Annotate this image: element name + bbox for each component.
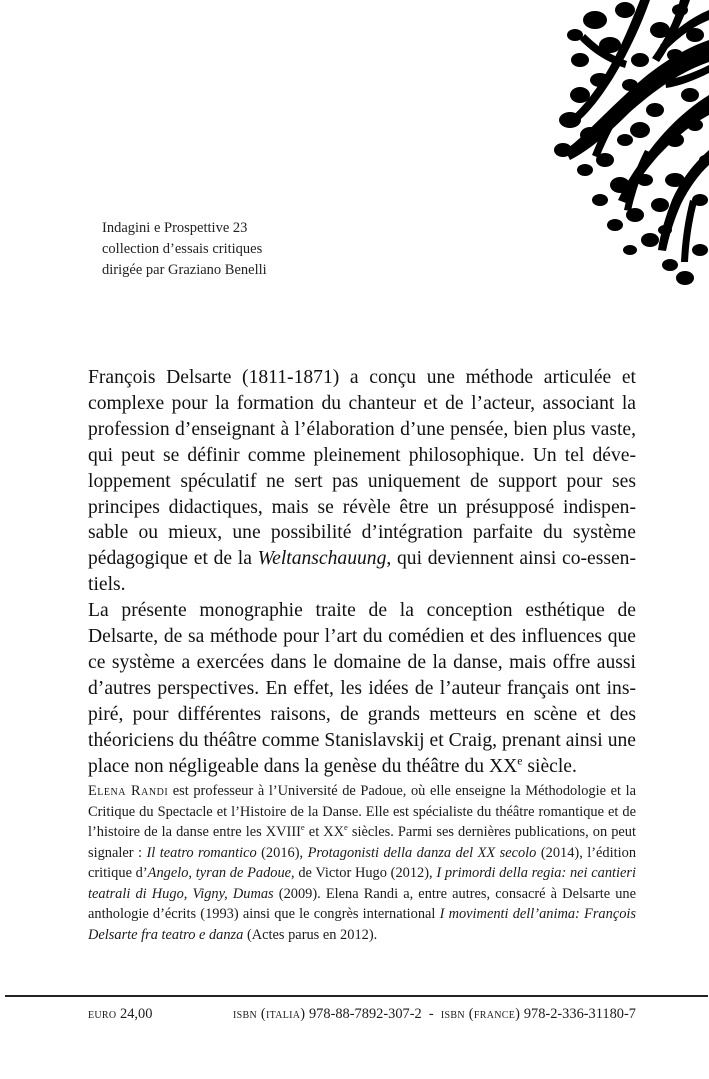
description-p2-text: La présente monographie traite de la conception esthétique de Delsarte, de sa méthode pour l’art du comédien et des influences que ce système a exercées dans le domaine de la danse, mais offre aussi d’autres perspectives. En effet, les idées de l’auteur français ont inspiré, pour différentes raisons, de grands metteurs en scène et des théoriciens du théâtre comme Stanislavskij et Craig, prenant ainsi une place non négligeable dans la genèse du théâtre du XX [88,600,636,777]
bio-text-1: est professeur à l’Université de Padoue, où elle enseigne la Méthodologie et la Critique du Spectacle et l’Histoire de la Danse. Elle est spécialiste du théâtre romantique et de l’histoire de la danse entre les XVIII [88,783,636,840]
description-p1-end: , qui deviennent ainsi co-essentiels. [88,548,636,596]
bio-text-7: (2009). Elena Randi a, entre autres, consacré à Delsarte une anthologie d’écrits (1993) ainsi que le congrès international [88,885,637,922]
bio-title-4: I primordi della regia: nei cantieri teatrali di Hugo, Vigny, Dumas [88,865,637,902]
description-p1-italic: Weltanschauung [257,548,387,570]
series-title: Indagini e Prospettive 23 [102,220,248,236]
bio-text-6: , de Victor Hugo (2012), [291,865,437,881]
isbn-block [233,1004,636,1024]
bio-title-3: Angelo, tyran de Padoue [147,865,292,881]
bio-text-5: (2014), l’édition critique d’ [88,844,637,881]
bio-text-3: siècles. Parmi ses dernières publications, on peut signaler : [88,824,636,861]
series-subtitle: collection d’essais critiques [102,241,263,257]
series-director: dirigée par Graziano Benelli [102,262,267,278]
description-paragraph-2 [88,598,636,779]
isbn-separator: - [421,1006,441,1022]
price [88,1004,152,1024]
price-value: 24,00 [116,1006,153,1022]
bio-text-4: (2016), [256,844,308,861]
description-p1-text: François Delsarte (1811-1871) a conçu une méthode articulée et complexe pour la formation du chanteur et de l’acteur, associant la profession d’enseignant à l’élaboration d’une pensée, bien plus vaste, qui peut se définir comme pleinement philosophique. Un tel développement spéculatif ne sert pas uniquement de support pour ses principes didactiques, mais se révèle être un présupposé indispensable ou mieux, une possibilité d’intégration parfaite du système pédagogique et de la [88,367,636,570]
description-p2-end: siècle. [522,755,577,777]
bio-sup-1: e [300,822,305,833]
tree-silhouette-illustration [280,0,709,295]
description-paragraph-1 [88,365,636,598]
book-description [88,365,636,780]
bio-text-8: (Actes parus en 2012). [243,926,378,943]
bio-title-5: I movimenti dell’anima: François Delsarte fra teatro e danza [88,906,636,943]
bio-title-1: Il teatro romantico [146,844,257,861]
series-info [102,218,267,281]
bio-title-2: Protagonisti della danza del XX secolo [307,844,537,861]
price-label: euro [88,1006,117,1022]
isbn-italia-label: isbn (italia) [233,1006,306,1022]
footer-divider [5,995,708,997]
author-name: Elena Randi [88,783,169,799]
bio-sup-2: e [344,822,348,833]
description-p2-sup: e [517,754,523,768]
isbn-france-value: 978-2-336-31180-7 [520,1006,636,1022]
isbn-italia-value: 978-88-7892-307-2 [305,1006,422,1022]
author-bio [88,781,636,945]
isbn-france-label: isbn (france) [440,1006,521,1022]
bio-text-2: et XX [304,824,345,840]
footer-info [88,1004,636,1024]
